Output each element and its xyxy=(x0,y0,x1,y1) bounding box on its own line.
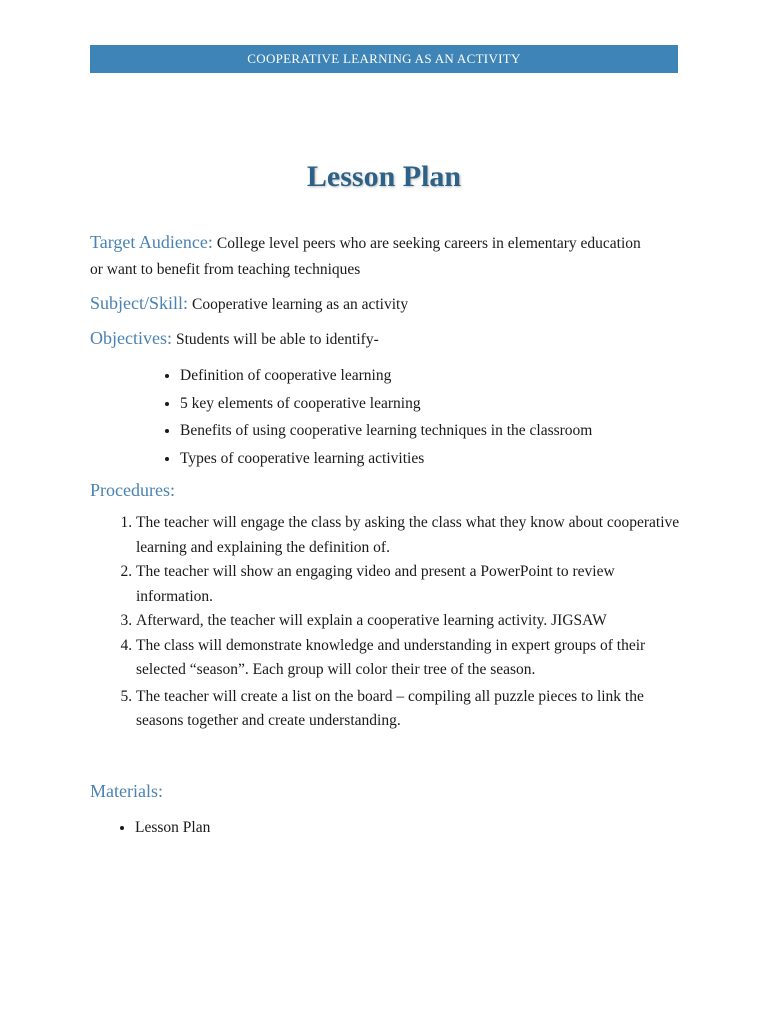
list-item: 3. Afterward, the teacher will explain a cooperative learning activity. JIGSAW xyxy=(136,609,681,634)
list-item: 4. The class will demonstrate knowledge and understanding in expert groups of their selected “season”. Each group will color their tree of the season. xyxy=(136,634,681,683)
materials-label: Materials: xyxy=(90,781,163,801)
objectives-text: Students will be able to identify- xyxy=(175,331,379,348)
objectives-label: Objectives: xyxy=(90,328,172,348)
procedures-list xyxy=(90,511,681,734)
header-bar xyxy=(90,45,678,73)
list-item: 5. The teacher will create a list on the board – compiling all puzzle pieces to link the seasons together and create understanding. xyxy=(136,685,681,734)
page-title: Lesson Plan xyxy=(306,160,462,193)
target-audience-section xyxy=(90,229,650,283)
list-item: • Lesson Plan xyxy=(135,815,210,841)
subject-skill-label: Subject/Skill: xyxy=(90,293,189,313)
target-audience-text: College level peers who are seeking careers in elementary education or want to benefit from teaching techniques xyxy=(90,235,641,278)
subject-skill-section xyxy=(90,290,650,318)
objectives-section xyxy=(90,325,650,353)
list-item: 1. The teacher will engage the class by asking the class what they know about cooperative learning and explaining the definition of. xyxy=(136,511,681,560)
list-item: • Types of cooperative learning activities xyxy=(180,445,720,473)
materials-heading xyxy=(90,778,650,806)
header-title: COOPERATIVE LEARNING AS AN ACTIVITY xyxy=(247,51,521,66)
list-item: 2. The teacher will show an engaging video and present a PowerPoint to review information. xyxy=(136,560,681,609)
list-item: • Benefits of using cooperative learning techniques in the classroom xyxy=(180,417,720,445)
list-item: • 5 key elements of cooperative learning xyxy=(180,390,720,418)
target-audience-label: Target Audience: xyxy=(90,232,213,252)
objectives-list xyxy=(140,362,720,472)
subject-skill-text: Cooperative learning as an activity xyxy=(192,296,409,313)
materials-list xyxy=(90,815,210,841)
procedures-label: Procedures: xyxy=(90,480,175,500)
procedures-heading xyxy=(90,477,650,505)
list-item: • Definition of cooperative learning xyxy=(180,362,720,390)
